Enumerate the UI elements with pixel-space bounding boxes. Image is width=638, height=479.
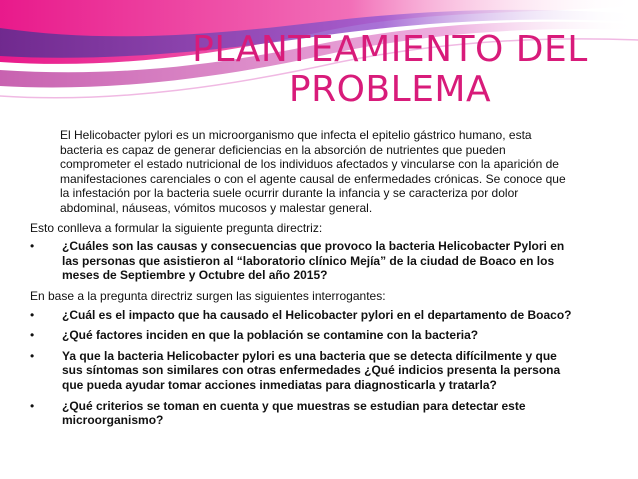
bullet-icon: • [30,307,35,322]
question-line: Ya que la bacteria Helicobacter pylori es una bacteria que se detecta difícilmente y que [62,348,557,363]
question-line: microorganismo? [62,413,164,428]
bullet-icon: • [30,348,35,363]
question-line: las personas que asistieron al “laboratorio clínico Mejía” de la ciudad de Boaco en los [62,253,555,268]
bullet-icon: • [30,328,35,343]
question-line: ¿Cuál es el impacto que ha causado el Helicobacter pylori en el departamento de Boaco? [62,307,572,322]
main-question [30,239,620,283]
question-line: ¿Qué factores inciden en que la población se contamine con la bacteria? [62,328,479,343]
question-item [30,349,620,393]
question-line: ¿Cuáles son las causas y consecuencias que provoco la bacteria Helicobacter Pylori en [62,239,565,254]
question-line: ¿Qué criterios se toman en cuenta y que muestras se estudian para detectar este [62,398,526,413]
slide-body [30,128,620,434]
question-line: sus síntomas son similares con otras enfermedades ¿Qué indicios presenta la persona [62,363,561,378]
intro-line: comprometer el estado nutricional de los individuos afectados y vincularse con la aparición de [60,157,559,172]
question-item [30,308,620,323]
lead-in-text: Esto conlleva a formular la siguiente pregunta directriz: [30,220,323,235]
bullet-icon: • [30,398,35,413]
title-line: PLANTEAMIENTO DEL [192,29,588,70]
intro-line: bacteria es capaz de generar deficiencias en la absorción de nutrientes que pueden [60,142,506,157]
intro-line: El Helicobacter pylori es un microorganismo que infecta el epitelio gástrico humano, esta [60,128,532,142]
intro-line: la infestación por la bacteria suele ocurrir durante la infancia y se caracteriza por dolor [60,186,519,201]
intro-paragraph [30,128,620,216]
lead-in-text: En base a la pregunta directriz surgen las siguientes interrogantes: [30,288,386,303]
question-item [30,328,620,343]
slide-title [190,30,590,110]
bullet-icon: • [30,239,35,254]
title-line: PROBLEMA [288,69,492,110]
question-line: meses de Septiembre y Octubre del año 2015? [62,268,328,283]
question-item [30,399,620,428]
question-line: que pueda ayudar tomar acciones inmediatas para diagnosticarla y tratarla? [62,377,497,392]
intro-line: abdominal, náuseas, vómitos mucosos y malestar general. [60,200,373,215]
intro-line: manifestaciones carenciales o con el agente causal de enfermedades crónicas. Se conoce que [60,171,566,186]
